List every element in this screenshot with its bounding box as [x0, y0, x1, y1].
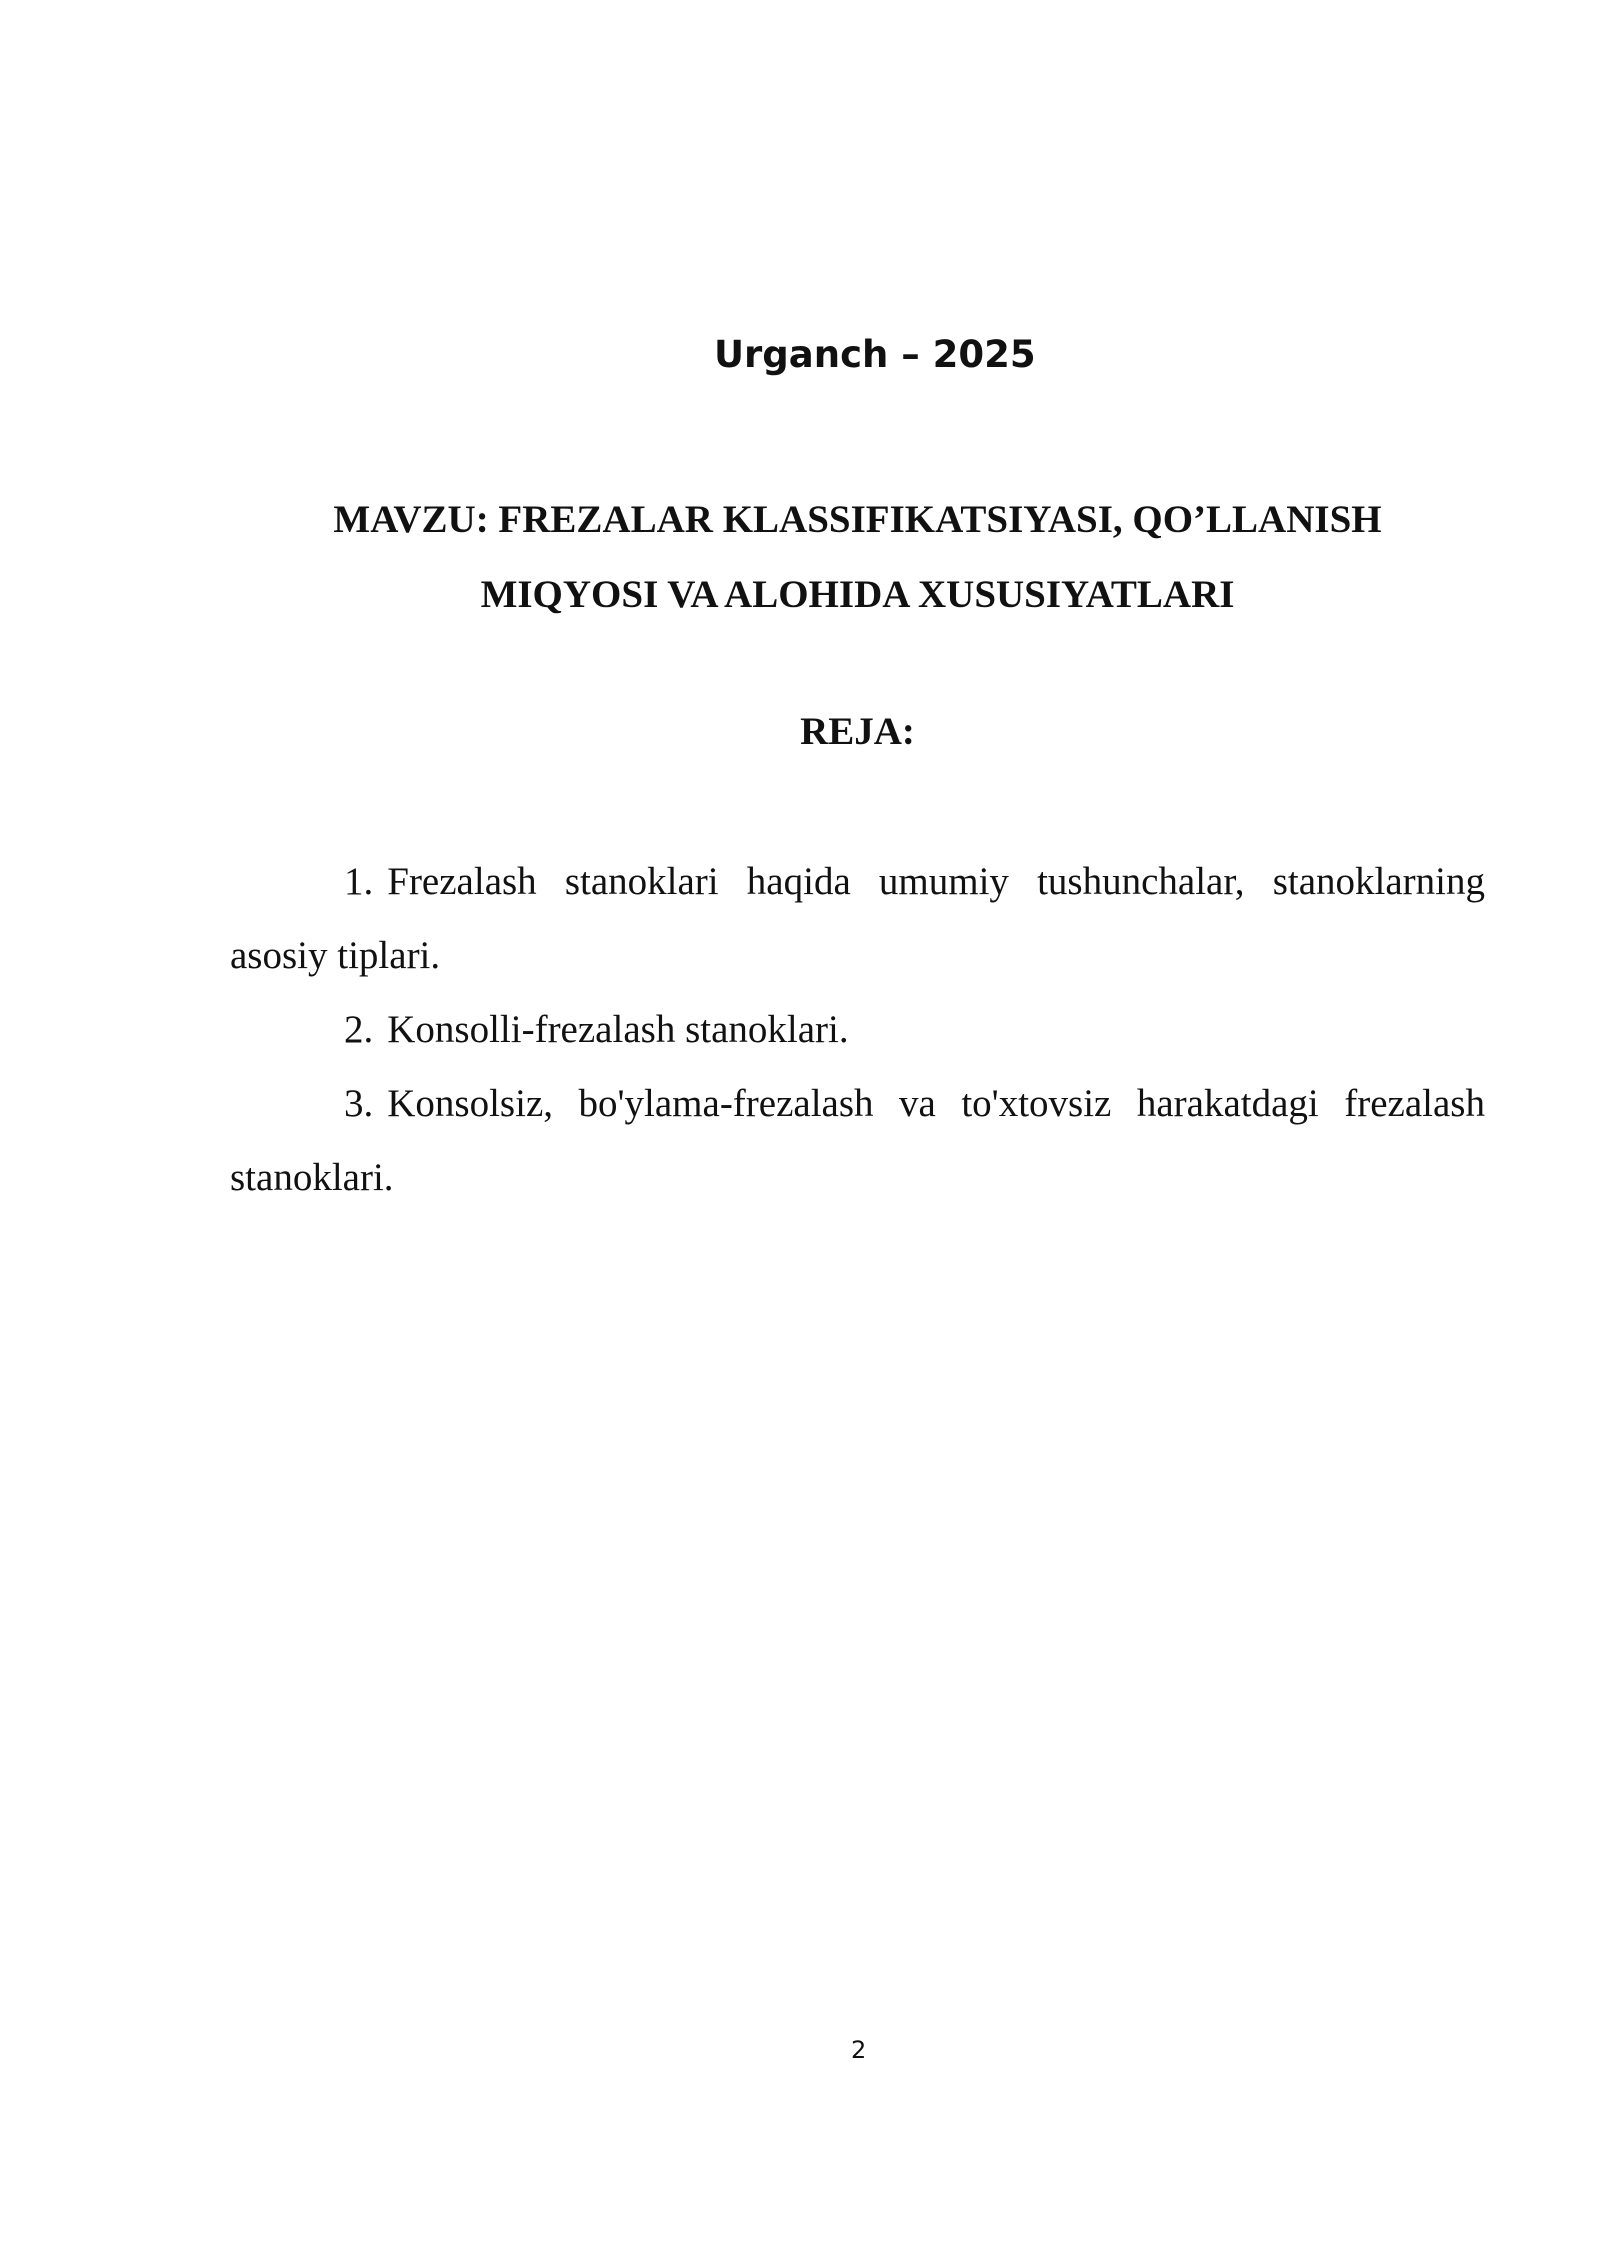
plan-item-number: 1.: [344, 860, 374, 903]
city-year-header: Urganch – 2025: [714, 333, 1036, 376]
plan-title: REJA:: [800, 710, 915, 753]
topic-line-2: MIQYOSI VA ALOHIDA XUSUSIYATLARI: [480, 573, 1235, 616]
topic-line-1: MAVZU: FREZALAR KLASSIFIKATSIYASI, QO’LLANISH: [333, 498, 1382, 541]
plan-item-1: [230, 845, 1485, 993]
plan-list: [230, 845, 1485, 1215]
plan-item-text: Konsolsiz, bo'ylama-frezalash va to'xtovsiz harakatdagi frezalash stanoklari.: [230, 1082, 1485, 1199]
plan-item-number: 2.: [344, 1008, 374, 1051]
page-number: 2: [851, 2036, 867, 2064]
plan-item-3: [230, 1067, 1485, 1215]
plan-item-text: Frezalash stanoklari haqida umumiy tushunchalar, stanoklarning asosiy tiplari.: [230, 860, 1485, 977]
plan-item-text: Konsolli-frezalash stanoklari.: [387, 1008, 849, 1051]
plan-item-2: [230, 993, 1485, 1067]
plan-item-number: 3.: [344, 1082, 374, 1125]
topic-heading: [230, 482, 1485, 632]
